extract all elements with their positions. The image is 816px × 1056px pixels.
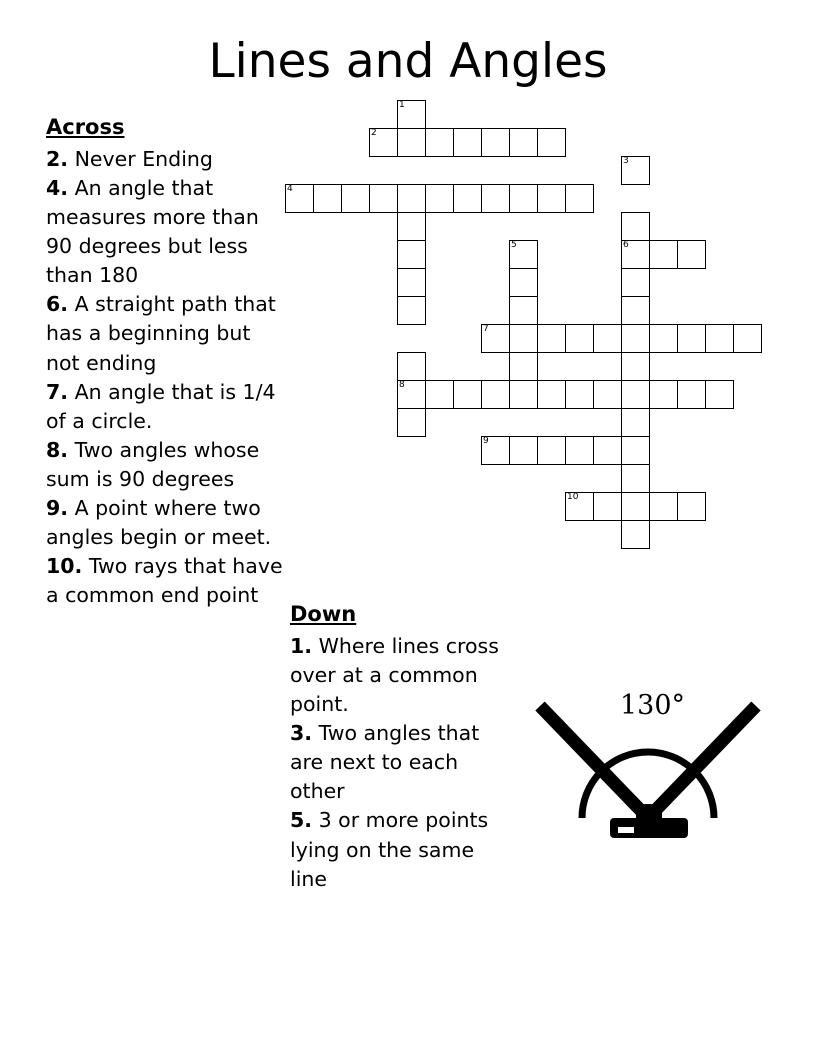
grid-cell[interactable]: [481, 324, 510, 353]
clue-text: A point where two angles begin or meet.: [46, 496, 272, 550]
grid-cell[interactable]: [705, 380, 734, 409]
clue-number: 3.: [290, 721, 313, 746]
grid-cell[interactable]: [537, 184, 566, 213]
grid-cell-number: 2: [371, 128, 377, 138]
clue-number: 7.: [46, 379, 69, 404]
grid-cell[interactable]: [677, 380, 706, 409]
down-clue-list: [290, 600, 510, 894]
grid-cell[interactable]: [397, 352, 426, 381]
clue-number: 10.: [46, 554, 83, 579]
grid-cell[interactable]: [649, 240, 678, 269]
grid-cell[interactable]: [677, 492, 706, 521]
grid-cell[interactable]: [621, 520, 650, 549]
grid-cell-number: 9: [483, 436, 489, 446]
clue-text: A straight path that has a beginning but not ending: [46, 292, 276, 375]
grid-cell[interactable]: [677, 240, 706, 269]
grid-cell[interactable]: [509, 268, 538, 297]
clue-down-5: [290, 806, 510, 893]
grid-cell[interactable]: [565, 324, 594, 353]
grid-cell[interactable]: [509, 296, 538, 325]
grid-cell[interactable]: [397, 184, 426, 213]
grid-cell[interactable]: [733, 324, 762, 353]
grid-cell[interactable]: [593, 436, 622, 465]
grid-cell[interactable]: [397, 296, 426, 325]
clue-across-10: [46, 552, 284, 610]
grid-cell[interactable]: [593, 492, 622, 521]
clue-across-6: [46, 290, 284, 377]
grid-cell[interactable]: [509, 128, 538, 157]
grid-cell[interactable]: [341, 184, 370, 213]
clue-down-1: [290, 632, 510, 719]
grid-cell[interactable]: [509, 352, 538, 381]
grid-cell[interactable]: [397, 408, 426, 437]
grid-cell[interactable]: [397, 212, 426, 241]
grid-cell[interactable]: [649, 492, 678, 521]
grid-cell[interactable]: [621, 464, 650, 493]
clue-number: 2.: [46, 146, 69, 171]
grid-cell[interactable]: [621, 156, 650, 185]
clue-across-9: [46, 494, 284, 552]
across-clue-list: [46, 113, 284, 611]
grid-cell-number: 7: [483, 324, 489, 334]
clue-number: 6.: [46, 292, 69, 317]
grid-cell[interactable]: [565, 492, 594, 521]
grid-cell-number: 6: [623, 240, 629, 250]
clue-text: 3 or more points lying on the same line: [290, 808, 489, 891]
grid-cell-number: 4: [287, 184, 293, 194]
clue-text: Two angles whose sum is 90 degrees: [46, 437, 260, 492]
grid-cell[interactable]: [509, 240, 538, 269]
grid-cell[interactable]: [397, 268, 426, 297]
grid-cell[interactable]: [453, 128, 482, 157]
grid-cell[interactable]: [593, 324, 622, 353]
clue-down-3: [290, 719, 510, 806]
grid-cell[interactable]: [621, 296, 650, 325]
grid-cell[interactable]: [621, 324, 650, 353]
clue-number: 4.: [46, 175, 69, 200]
grid-cell[interactable]: [537, 128, 566, 157]
clue-across-4: [46, 174, 284, 290]
grid-cell-number: 8: [399, 380, 405, 390]
grid-cell[interactable]: [593, 380, 622, 409]
angle-value-label: 130°: [620, 690, 686, 721]
grid-cell[interactable]: [397, 380, 426, 409]
grid-cell[interactable]: [481, 436, 510, 465]
grid-cell[interactable]: [705, 324, 734, 353]
grid-cell[interactable]: [565, 184, 594, 213]
clue-text: An angle that measures more than 90 degrees but less than 180: [46, 175, 259, 288]
grid-cell[interactable]: [481, 184, 510, 213]
grid-cell[interactable]: [397, 100, 426, 129]
clue-number: 5.: [290, 808, 313, 833]
grid-cell-number: 1: [399, 100, 405, 110]
grid-cell[interactable]: [677, 324, 706, 353]
grid-cell[interactable]: [537, 380, 566, 409]
grid-cell[interactable]: [621, 268, 650, 297]
grid-cell[interactable]: [621, 212, 650, 241]
grid-cell[interactable]: [621, 380, 650, 409]
grid-cell[interactable]: [509, 436, 538, 465]
grid-cell[interactable]: [621, 408, 650, 437]
grid-cell-number: 10: [567, 492, 579, 502]
clue-text: An angle that is 1/4 of a circle.: [46, 379, 276, 433]
grid-cell[interactable]: [425, 184, 454, 213]
grid-cell[interactable]: [537, 436, 566, 465]
grid-cell-number: 3: [623, 156, 629, 166]
across-heading: Across: [46, 115, 125, 139]
grid-cell[interactable]: [509, 380, 538, 409]
clue-text: Two angles that are next to each other: [290, 721, 480, 804]
grid-cell-number: 5: [511, 240, 517, 250]
grid-cell[interactable]: [425, 380, 454, 409]
clue-text: Two rays that have a common end point: [46, 554, 283, 608]
clue-number: 9.: [46, 496, 69, 521]
grid-cell[interactable]: [453, 380, 482, 409]
grid-cell[interactable]: [481, 380, 510, 409]
grid-cell[interactable]: [565, 436, 594, 465]
angle-illustration: [520, 690, 780, 870]
grid-cell[interactable]: [509, 184, 538, 213]
clue-across-7: [46, 378, 284, 436]
grid-cell[interactable]: [397, 240, 426, 269]
grid-cell[interactable]: [621, 240, 650, 269]
grid-cell[interactable]: [369, 184, 398, 213]
grid-cell[interactable]: [537, 324, 566, 353]
grid-cell[interactable]: [453, 184, 482, 213]
grid-cell[interactable]: [285, 184, 314, 213]
clue-across-2: [46, 145, 284, 174]
grid-cell[interactable]: [649, 324, 678, 353]
clue-across-8: [46, 436, 284, 494]
grid-cell[interactable]: [509, 324, 538, 353]
clue-number: 8.: [46, 437, 69, 462]
grid-cell[interactable]: [621, 436, 650, 465]
grid-cell[interactable]: [621, 492, 650, 521]
down-heading: Down: [290, 602, 357, 626]
grid-cell[interactable]: [649, 380, 678, 409]
clue-number: 1.: [290, 633, 313, 658]
grid-cell[interactable]: [313, 184, 342, 213]
page-title: Lines and Angles: [208, 34, 608, 89]
clue-text: Where lines cross over at a common point.: [290, 633, 499, 717]
grid-cell[interactable]: [425, 128, 454, 157]
grid-cell[interactable]: [565, 380, 594, 409]
grid-cell[interactable]: [397, 128, 426, 157]
grid-cell[interactable]: [369, 128, 398, 157]
grid-cell[interactable]: [481, 128, 510, 157]
clue-text: Never Ending: [74, 146, 213, 171]
grid-cell[interactable]: [621, 352, 650, 381]
